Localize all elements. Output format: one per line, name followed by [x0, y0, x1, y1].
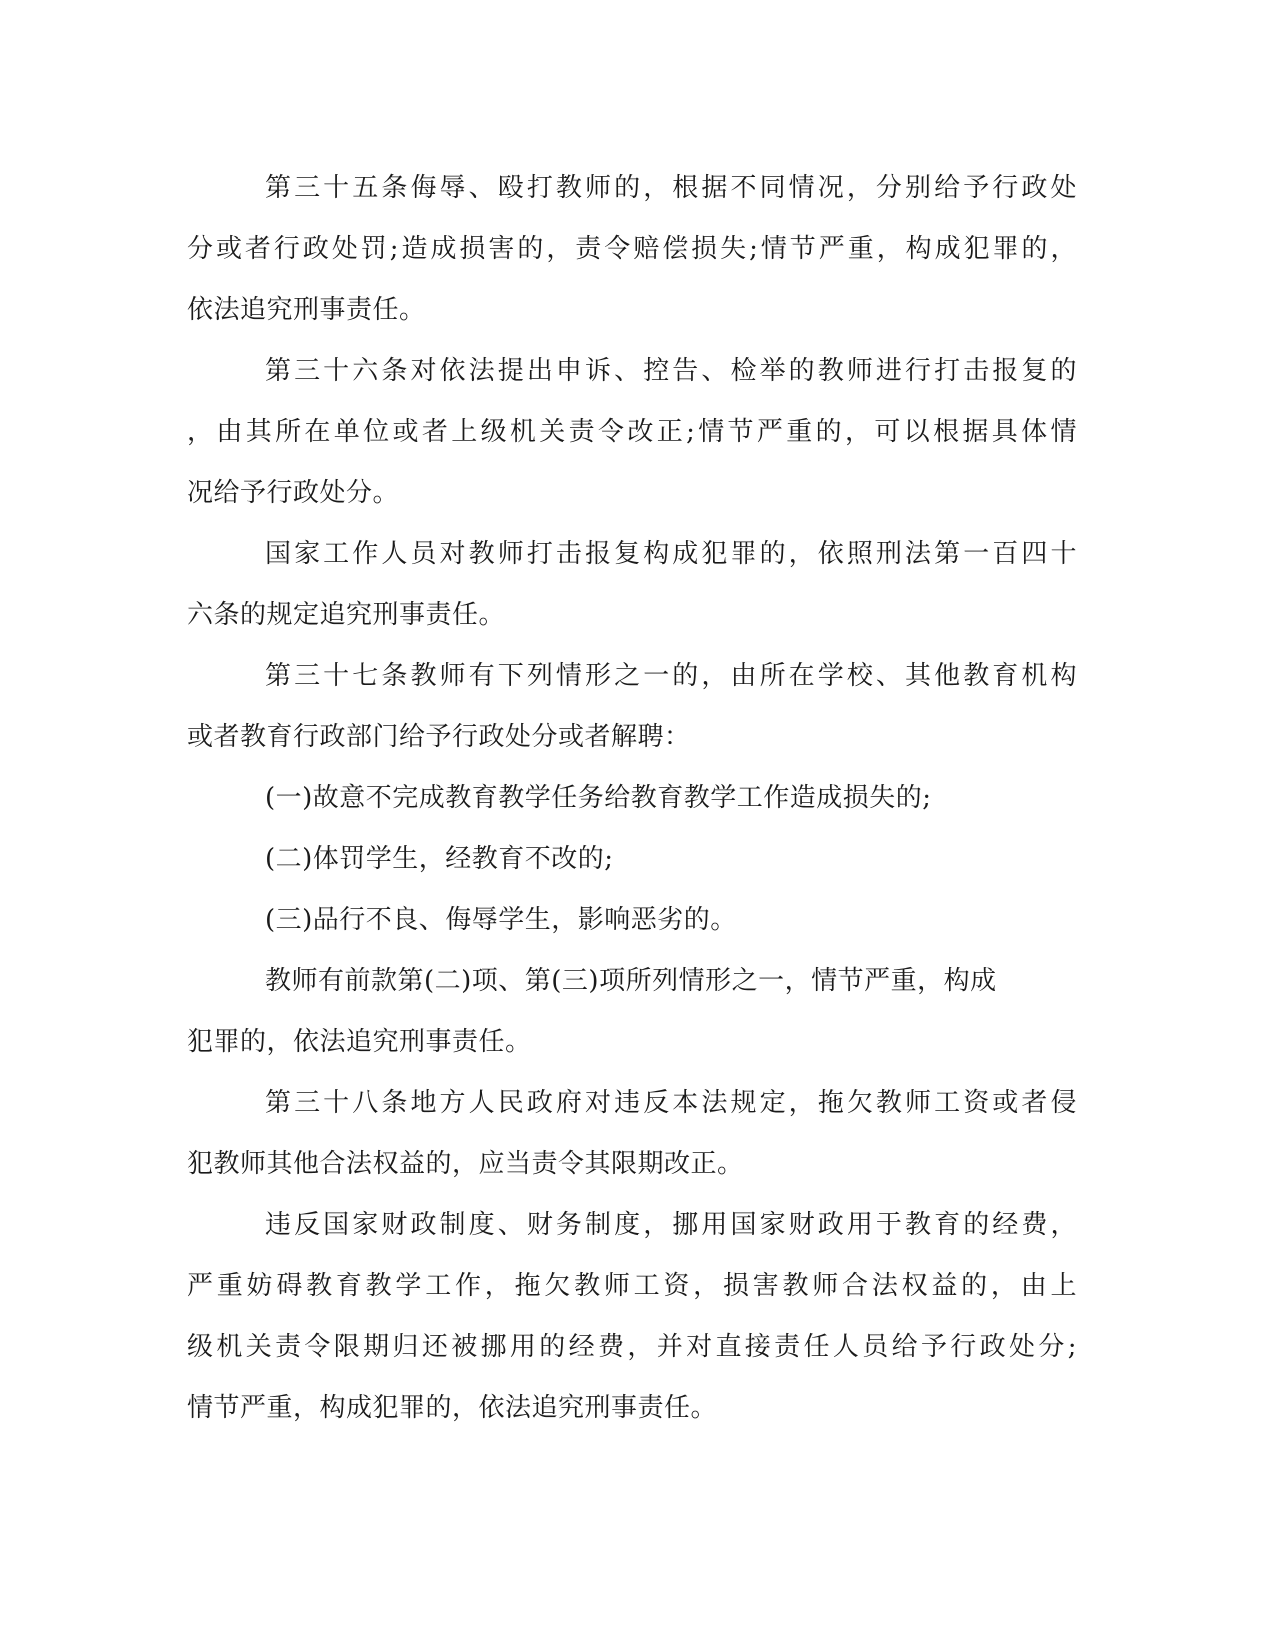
text-line: 分或者行政处罚;造成损害的，责令赔偿损失;情节严重，构成犯罪的， [187, 234, 1077, 264]
text-line: 教师有前款第(二)项、第(三)项所列情形之一，情节严重，构成 [265, 966, 997, 996]
text-line: (二)体罚学生，经教育不改的; [265, 844, 614, 874]
text-line: 况给予行政处分。 [187, 478, 400, 508]
text-line: 国家工作人员对教师打击报复构成犯罪的，依照刑法第一百四十 [265, 539, 1077, 569]
text-line: 严重妨碍教育教学工作，拖欠教师工资，损害教师合法权益的，由上 [187, 1271, 1077, 1301]
text-line: 六条的规定追究刑事责任。 [187, 600, 506, 630]
document-body [187, 158, 1077, 1439]
text-line: 第三十七条教师有下列情形之一的，由所在学校、其他教育机构 [265, 661, 1077, 691]
text-line: (一)故意不完成教育教学任务给教育教学工作造成损失的; [265, 783, 932, 813]
text-line: 第三十五条侮辱、殴打教师的，根据不同情况，分别给予行政处 [265, 173, 1077, 203]
text-line: ，由其所在单位或者上级机关责令改正;情节严重的，可以根据具体情 [187, 417, 1077, 447]
text-line: 犯罪的，依法追究刑事责任。 [187, 1027, 532, 1057]
text-line: 违反国家财政制度、财务制度，挪用国家财政用于教育的经费， [265, 1210, 1077, 1240]
text-line: 第三十六条对依法提出申诉、控告、检举的教师进行打击报复的 [265, 356, 1077, 386]
text-line: 第三十八条地方人民政府对违反本法规定，拖欠教师工资或者侵 [265, 1088, 1077, 1118]
text-line: 级机关责令限期归还被挪用的经费，并对直接责任人员给予行政处分; [187, 1332, 1077, 1362]
text-line: 犯教师其他合法权益的，应当责令其限期改正。 [187, 1149, 744, 1179]
text-line: 情节严重，构成犯罪的，依法追究刑事责任。 [187, 1393, 718, 1423]
text-line: 或者教育行政部门给予行政处分或者解聘： [187, 722, 691, 752]
text-line: (三)品行不良、侮辱学生，影响恶劣的。 [265, 905, 737, 935]
text-line: 依法追究刑事责任。 [187, 295, 426, 325]
